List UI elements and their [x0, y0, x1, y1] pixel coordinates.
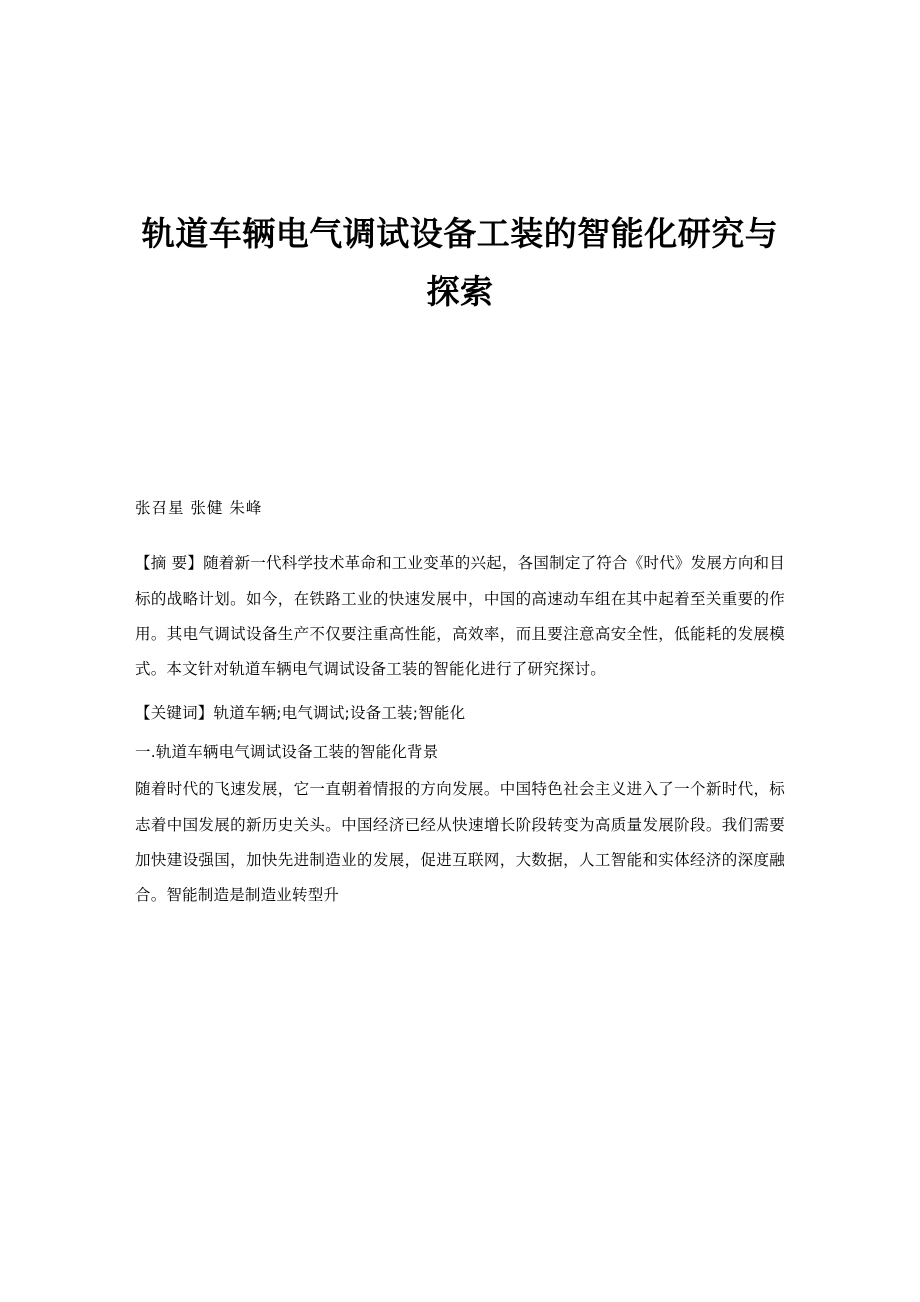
abstract-paragraph: 【摘 要】随着新一代科学技术革命和工业变革的兴起，各国制定了符合《时代》发展方向和目标的战略计划。如今，在铁路工业的快速发展中，中国的高速动车组在其中起着至关重要的作用。其电气调试设备生产不仅要注重高性能，高效率，而且要注意高安全性，低能耗的发展模式。本文针对轨道车辆电气调试设备工装的智能化进行了研究探讨。 [135, 554, 785, 679]
title-body-spacer [135, 321, 785, 496]
keywords-line: 【关键词】轨道车辆;电气调试;设备工装;智能化 [135, 703, 466, 722]
body-paragraph-1: 随着时代的飞速发展，它一直朝着情报的方向发展。中国特色社会主义进入了一个新时代，标志着中国发展的新历史关头。中国经济已经从快速增长阶段转变为高质量发展阶段。我们需要加快建设强国，加快先进制造业的发展，促进互联网，大数据，人工智能和实体经济的深度融合。智能制造是制造业转型升 [135, 780, 785, 905]
page-title: 轨道车辆电气调试设备工装的智能化研究与探索 [141, 214, 779, 311]
section-heading-1: 一.轨道车辆电气调试设备工装的智能化背景 [135, 742, 439, 761]
author-list: 张召星 张健 朱峰 [135, 498, 263, 517]
